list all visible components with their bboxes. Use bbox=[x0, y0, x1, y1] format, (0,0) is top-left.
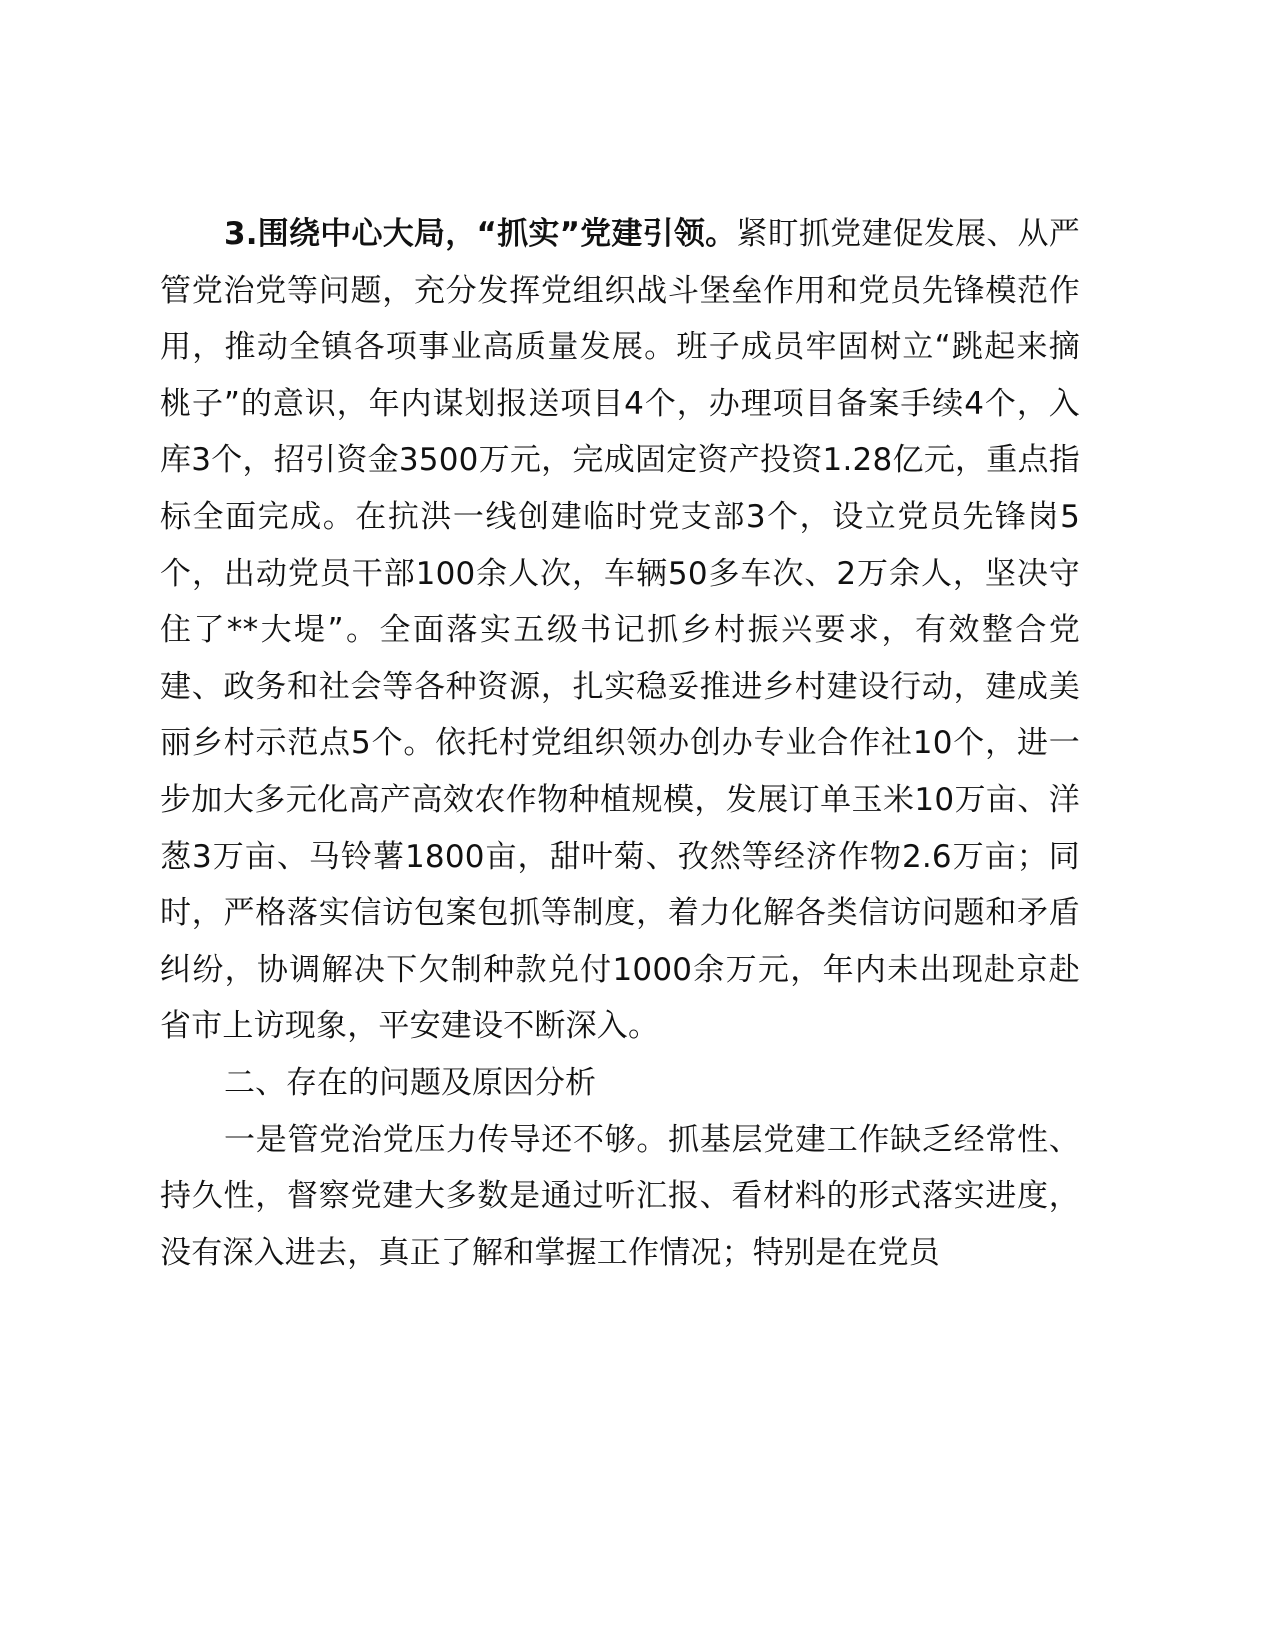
paragraph-heading: 3.围绕中心大局，“抓实”党建引领。 bbox=[224, 216, 737, 252]
paragraph-problems: 一是管党治党压力传导还不够。抓基层党建工作缺乏经常性、持久性，督察党建大多数是通过听汇报、看材料的形式落实进度，没有深入进去，真正了解和掌握工作情况；特别是在党员 bbox=[160, 1121, 1080, 1271]
paragraph-achievements bbox=[160, 206, 1080, 1055]
paragraph-text: 紧盯抓党建促发展、从严管党治党等问题，充分发挥党组织战斗堡垒作用和党员先锋模范作用，推动全镇各项事业高质量发展。班子成员牢固树立“跳起来摘桃子”的意识，年内谋划报送项目4个，办理项目备案手续4个，入库3个，招引资金3500万元，完成固定资产投资1.28亿元，重点指标全面完成。在抗洪一线创建临时党支部3个，设立党员先锋岗5个，出动党员干部100余人次，车辆50多车次、2万余人，坚决守住了**大堤”。全面落实五级书记抓乡村振兴要求，有效整合党建、政务和社会等各种资源，扎实稳妥推进乡村建设行动，建成美丽乡村示范点5个。依托村党组织领办创办专业合作社10个，进一步加大多元化高产高效农作物种植规模，发展订单玉米10万亩、洋葱3万亩、马铃薯1800亩，甜叶菊、孜然等经济作物2.6万亩；同时，严格落实信访包案包抓等制度，着力化解各类信访问题和矛盾纠纷，协调解决下欠制种款兑付1000余万元，年内未出现赴京赴省市上访现象，平安建设不断深入。 bbox=[160, 216, 1080, 1045]
section-heading: 二、存在的问题及原因分析 bbox=[224, 1064, 596, 1101]
document-body bbox=[160, 206, 1080, 1281]
